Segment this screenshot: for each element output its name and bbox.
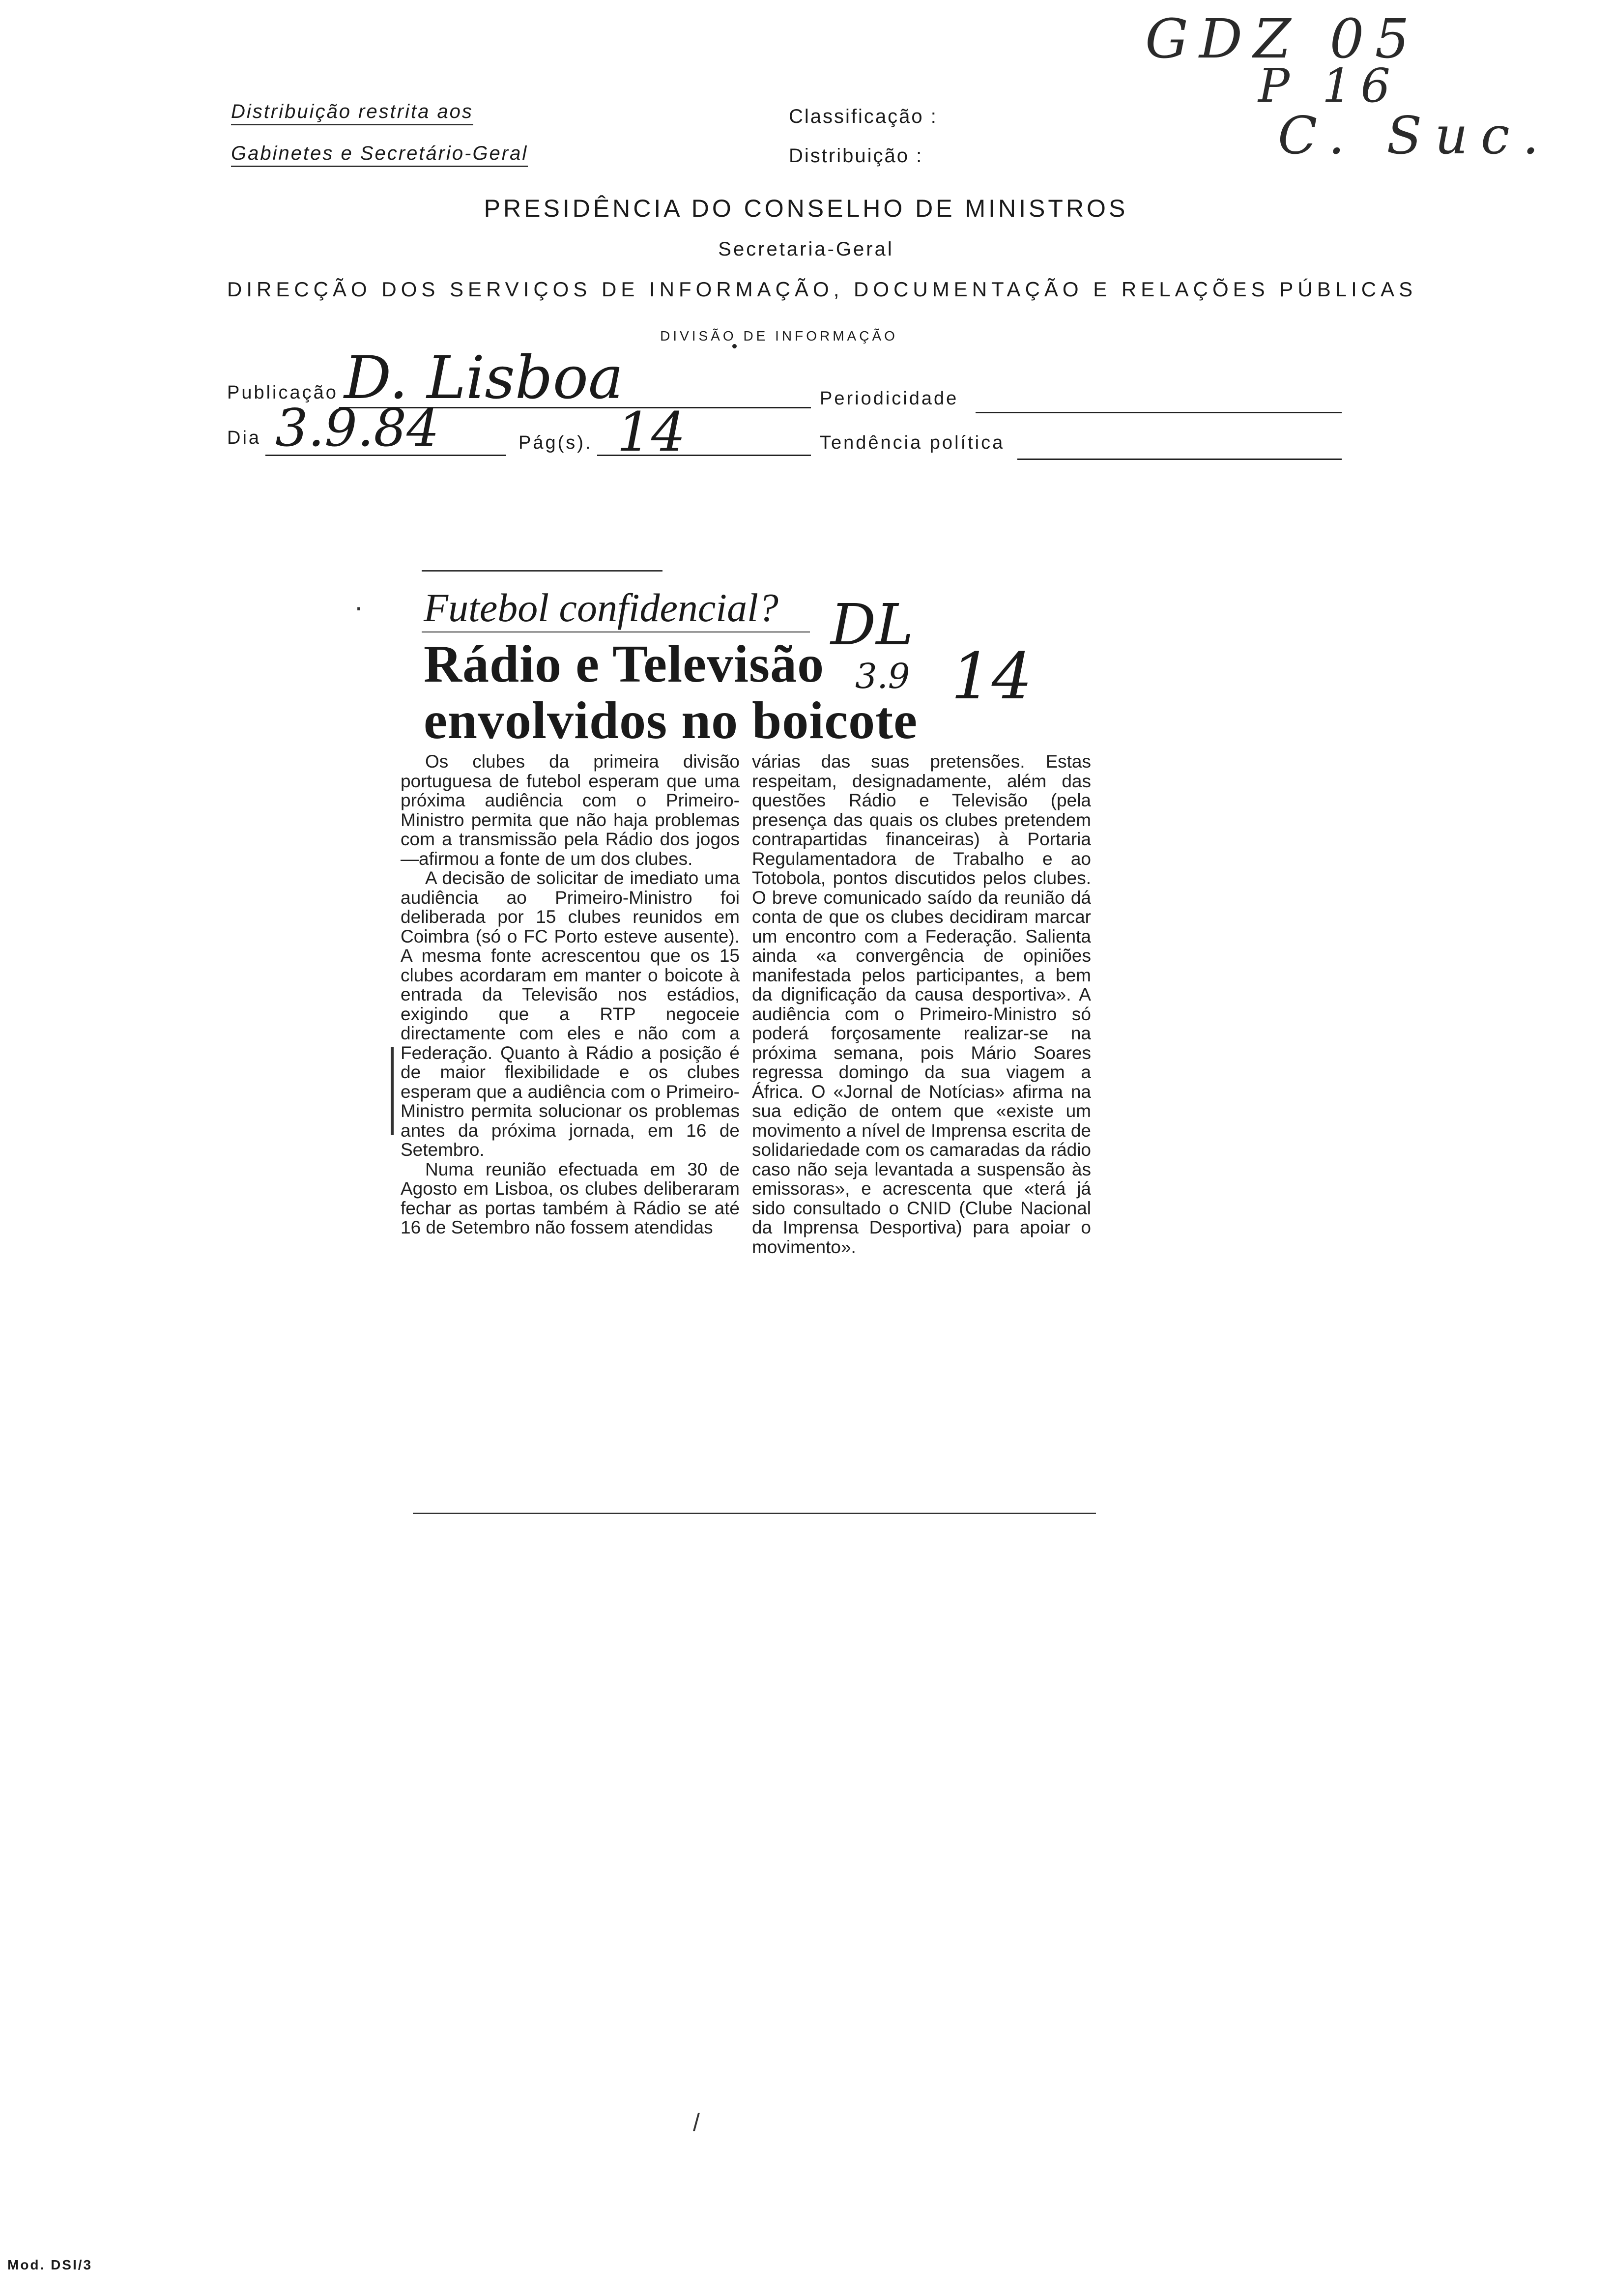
handwritten-page: 14 [951, 639, 1033, 714]
clipping-headline-line-1: Rádio e Televisão [424, 635, 825, 693]
article-paragraph: A decisão de solicitar de imediato uma audiência ao Primeiro-Ministro foi deliberada por 15 clubes reunidos em Coimbra (só o FC Porto esteve ausente). A mesma fonte acrescentou que os 15 clubes acordaram em manter o boicote à entrada da Televisão nos estádios, exigindo que a RTP negoceie directamente com eles e não com a Federação. Quanto à Rádio a posição é de maior flexibilidade e os clubes esperam que a audiência com o Primeiro-Ministro permita solucionar os problemas antes da próxima jornada, em 16 de Setembro. [401, 868, 740, 1160]
handwritten-annotation-line-1: GDZ 05 [1145, 7, 1420, 70]
article-paragraph: várias das suas pretensões. Estas respeitam, designadamente, além das questões Rádio e Televisão (pela presença das quais os clubes pretendem contrapartidas financeiras) à Portaria Regulamentadora de Trabalho e ao Totobola, pontos discutidos pelos clubes. O breve comunicado saído da reunião dá conta de que os clubes decidiram marcar um encontro com a Federação. Salienta ainda «a convergência de opiniões manifestada pelos participantes, a bem da dignificação da causa desportiva». A audiência com o Primeiro-Ministro só poderá forçosamente realizar-se na próxima semana, pois Mário Soares regressa domingo da sua viagem a África. O «Jornal de Notícias» afirma na sua edição de ontem que «existe um movimento a nível de Imprensa escrita de solidariedade com os camaradas da rádio caso não seja levantada a suspensão às emissoras», e acrescenta que «terá já sido consultado o CNID (Clube Nacional da Imprensa Desportiva) para apoiar o movimento». [752, 751, 1091, 1257]
stray-mark: · [354, 590, 364, 623]
pages-value: 14 [617, 401, 686, 463]
form-code: Mod. DSI/3 [7, 2257, 93, 2272]
handwritten-annotation-line-3: C. Suc. [1278, 106, 1552, 166]
publication-label: Publicação [227, 382, 338, 403]
stray-mark: / [693, 2109, 700, 2136]
article-column-2 [752, 752, 1091, 1489]
clipping-headline-line-2: envolvidos no boicote [424, 691, 918, 750]
clipping-bottom-rule [413, 1513, 1096, 1514]
distribution-restriction-line-2: Gabinetes e Secretário-Geral [231, 143, 528, 167]
day-value: 3.9.84 [275, 398, 439, 458]
organization-title: PRESIDÊNCIA DO CONSELHO DE MINISTROS [484, 195, 1128, 222]
political-tendency-line [1017, 459, 1342, 460]
distribution-label: Distribuição : [789, 145, 923, 167]
department-name: DIRECÇÃO DOS SERVIÇOS DE INFORMAÇÃO, DOCUMENTAÇÃO E RELAÇÕES PÚBLICAS [227, 278, 1417, 301]
periodicity-line [976, 412, 1342, 413]
handwritten-date: 3.9 [855, 656, 910, 696]
periodicity-label: Periodicidade [820, 388, 959, 409]
clipping-kicker: Futebol confidencial? [424, 585, 778, 630]
distribution-restriction-line-1: Distribuição restrita aos [231, 101, 473, 125]
publication-value: D. Lisboa [344, 344, 624, 412]
political-tendency-label: Tendência política [820, 432, 1005, 453]
classification-label: Classificação : [789, 106, 938, 127]
margin-mark [391, 1047, 394, 1135]
day-label: Dia [227, 428, 261, 448]
kicker-underline [422, 631, 810, 632]
organization-subtitle: Secretaria-Geral [718, 238, 894, 260]
handwritten-source: DL [831, 592, 914, 658]
pages-label: Pág(s). [518, 432, 593, 453]
handwritten-annotation-line-2: P 16 [1258, 59, 1400, 113]
article-paragraph: Numa reunião efectuada em 30 de Agosto em Lisboa, os clubes deliberaram fechar as portas também à Rádio se até 16 de Setembro não fossem atendidas [401, 1159, 740, 1237]
article-paragraph: Os clubes da primeira divisão portuguesa de futebol esperam que uma próxima audiência com o Primeiro-Ministro permita que não haja problemas com a transmissão pela Rádio dos jogos—afirmou a fonte de um dos clubes. [401, 751, 740, 869]
article-column-1 [401, 752, 740, 1489]
division-name: DIVISÃO DE INFORMAÇÃO [660, 328, 898, 344]
ink-dot [732, 344, 737, 348]
clipping-top-rule [422, 570, 662, 572]
